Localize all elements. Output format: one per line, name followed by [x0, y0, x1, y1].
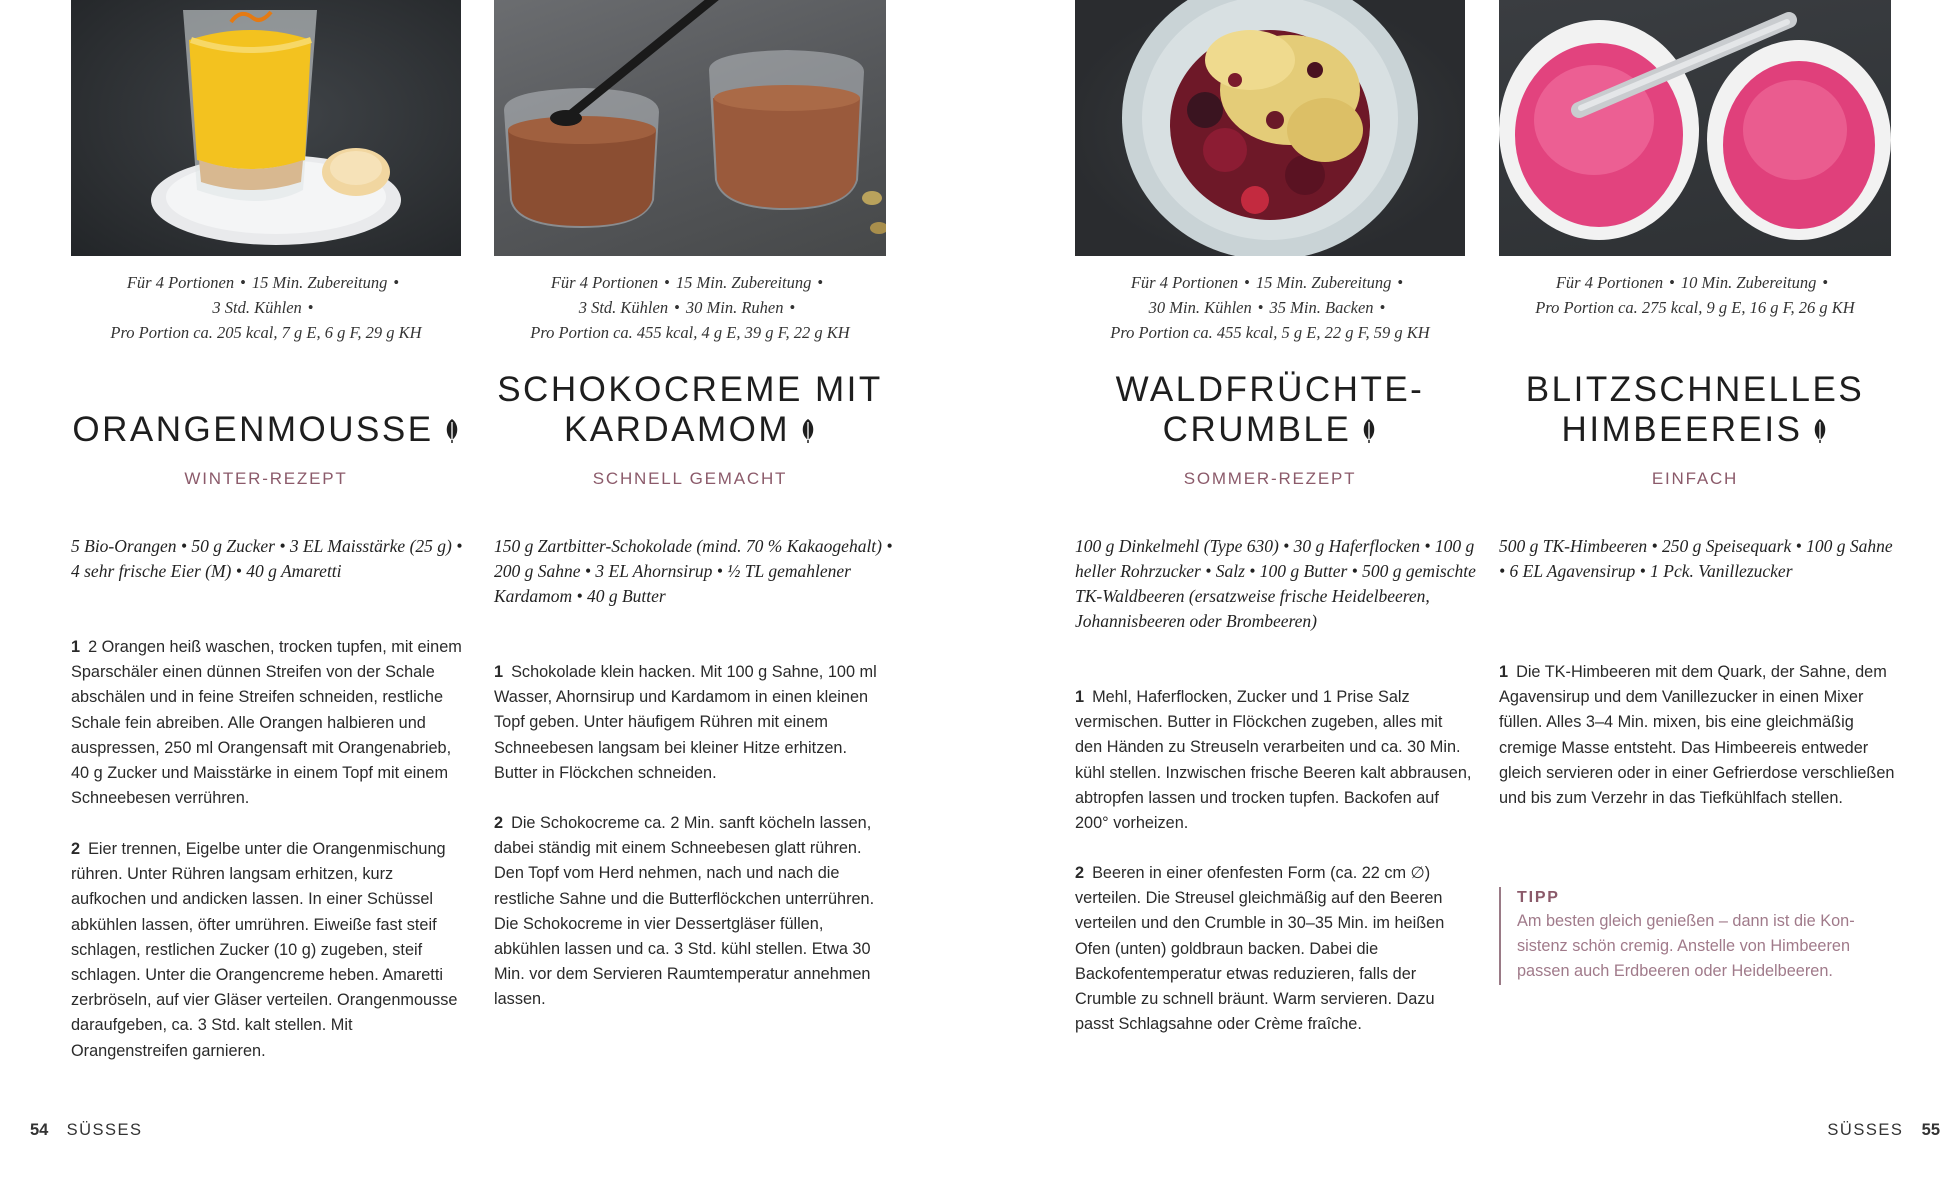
recipe-meta: [1499, 270, 1891, 320]
meta-line: Für 4 Portionen • 15 Min. Zubereitung •: [126, 273, 400, 292]
leaf-icon: [800, 418, 816, 444]
step-1: [1075, 685, 1473, 836]
page-number: 55: [1921, 1121, 1940, 1139]
tip-heading: TIPP: [1517, 889, 1560, 906]
recipe-orangenmousse: [71, 0, 463, 1060]
ingredients: 5 Bio-Orangen • 50 g Zucker • 3 EL Maisstärke (25 g) • 4 sehr frische Eier (M) • 40 g Amaretti: [71, 536, 463, 581]
meta-chill-time: 3 Std. Kühlen: [212, 298, 302, 317]
meta-portions: Für 4 Portionen: [1555, 273, 1664, 292]
step-2: [494, 811, 892, 1013]
recipe-meta: [1075, 270, 1465, 345]
photo-himbeereis: [1499, 0, 1891, 256]
recipe-crumble: [1075, 0, 1476, 1034]
title-line: KARDAMOM: [563, 410, 791, 449]
meta-prep-time: 15 Min. Zubereitung: [675, 273, 812, 292]
ingredients: 150 g Zartbitter-Schokolade (mind. 70 % Kakaogehalt) • 200 g Sahne • 3 EL Ahornsirup • ½ TL gemahlener Kardamom • 40 g Butter: [494, 536, 893, 606]
meta-portions: Für 4 Portionen: [1130, 273, 1239, 292]
step-text: Eier trennen, Eigelbe unter die Orangenmischung rühren. Unter Rühren langsam erhitzen, kurz aufkochen und andicken lassen. In einer Schüssel abkühlen lassen, öfter umrühren. Eiweiße fast steif schlagen, restlichen Zucker (10 g) zugeben, steif schlagen. Unter die Orangencreme heben. Amaretti zerbröseln, auf vier Gläser verteilen. Orangenmousse daraufgeben, ca. 3 Std. kalt stellen. Mit Orangenstreifen garnieren.: [71, 840, 458, 1060]
meta-nutrition: Pro Portion ca. 455 kcal, 4 g E, 39 g F, 22 g KH: [530, 323, 850, 342]
section-name: SÜSSES: [1827, 1121, 1904, 1139]
step-2: [1075, 861, 1473, 1037]
recipe-title: [71, 410, 461, 450]
meta-chill-time: 3 Std. Kühlen: [578, 298, 669, 317]
title-line: SCHOKOCREME MIT: [497, 370, 883, 409]
recipe-meta: [71, 270, 461, 345]
tip-box: [1499, 887, 1891, 985]
step-1: [494, 660, 892, 786]
orangenmousse-image: [71, 0, 461, 256]
step-text: Die TK-Himbeeren mit dem Quark, der Sahne, dem Agavensirup und dem Vanillezucker in einen Mixer füllen. Alles 3–4 Min. mixen, bis eine gleichmäßig cremige Masse entsteht. Das Himbeereis entweder gleich servieren oder in einer Gefrierdose verschließen und bis zum Verzehr in das Tiefkühlfach stellen.: [1499, 663, 1895, 808]
meta-nutrition: Pro Portion ca. 455 kcal, 5 g E, 22 g F, 59 g KH: [1110, 323, 1430, 342]
folio-right: [1827, 1121, 1940, 1140]
ingredients: 100 g Dinkelmehl (Type 630) • 30 g Haferflocken • 100 g heller Rohrzucker • Salz • 100 g Butter • 500 g gemischte TK-Waldbeeren (ersatzweise frische Heidelbeeren, Johannisbeeren oder Brombeeren): [1075, 536, 1476, 631]
recipe-tag: EINFACH: [1651, 469, 1739, 488]
step-text: 2 Orangen heiß waschen, trocken tupfen, mit einem Sparschäler einen dünnen Streifen von der Schale abschälen und in feine Streifen schneiden, restliche Schale fein abreiben. Alle Orangen halbieren und auspressen, 250 ml Orangensaft mit Orangenabrieb, 40 g Zucker und Maisstärke in einem Topf mit einem Schneebesen verrühren.: [71, 638, 462, 808]
meta-bake-time: 35 Min. Backen: [1269, 298, 1374, 317]
recipe-tag: SOMMER-REZEPT: [1183, 469, 1357, 488]
recipe-tag: WINTER-REZEPT: [184, 469, 348, 488]
step-text: Schokolade klein hacken. Mit 100 g Sahne, 100 ml Wasser, Ahornsirup und Kardamom in einen kleinen Topf geben. Unter häufigem Rühren mit einem Schneebesen langsam bei kleiner Hitze erhitzen. Butter in Flöckchen schneiden.: [494, 663, 877, 782]
step-2: [71, 837, 467, 1064]
meta-line: 30 Min. Kühlen • 35 Min. Backen •: [1148, 298, 1386, 317]
title-line: HIMBEEREIS: [1561, 410, 1803, 449]
title-line: ORANGENMOUSSE: [72, 410, 434, 449]
tip-text: Am besten gleich genießen – dann ist die Konsistenz schön cremig. Anstelle von Himbeeren passen auch Erdbeeren oder Heidelbeeren.: [1517, 912, 1855, 981]
page-number: 54: [30, 1121, 49, 1139]
recipe-title: [494, 370, 886, 450]
meta-line: Für 4 Portionen • 15 Min. Zubereitung •: [550, 273, 824, 292]
photo-crumble: [1075, 0, 1465, 256]
himbeereis-image: [1499, 0, 1891, 256]
step-text: Mehl, Haferflocken, Zucker und 1 Prise Salz vermischen. Butter in Flöckchen zugeben, alles mit den Händen zu Streuseln verarbeiten und ca. 30 Min. kühl stellen. Inzwischen frische Beeren kalt abbrausen, abtropfen lassen und trocken tupfen. Backofen auf 200° vorheizen.: [1075, 688, 1472, 833]
leaf-icon: [1812, 418, 1828, 444]
recipe-title: [1075, 370, 1465, 450]
leaf-icon: [444, 418, 460, 444]
meta-portions: Für 4 Portionen: [550, 273, 659, 292]
meta-chill-time: 30 Min. Kühlen: [1148, 298, 1252, 317]
schokocreme-image: [494, 0, 886, 256]
meta-rest-time: 30 Min. Ruhen: [685, 298, 784, 317]
step-1: [1499, 660, 1897, 811]
recipe-title: [1499, 370, 1891, 450]
meta-prep-time: 15 Min. Zubereitung: [1255, 273, 1392, 292]
step-1: [71, 635, 467, 811]
recipe-tag: SCHNELL GEMACHT: [592, 469, 788, 488]
meta-nutrition: Pro Portion ca. 205 kcal, 7 g E, 6 g F, 29 g KH: [110, 323, 422, 342]
meta-prep-time: 10 Min. Zubereitung: [1680, 273, 1817, 292]
step-number: 1: [1075, 688, 1085, 706]
meta-line: 3 Std. Kühlen •: [212, 298, 314, 317]
photo-schokocreme: [494, 0, 886, 256]
meta-portions: Für 4 Portionen: [126, 273, 235, 292]
section-name: SÜSSES: [66, 1121, 143, 1139]
step-number: 1: [494, 663, 504, 681]
step-number: 2: [1075, 864, 1085, 882]
meta-nutrition: Pro Portion ca. 275 kcal, 9 g E, 16 g F, 26 g KH: [1535, 298, 1855, 317]
recipe-schokocreme: [494, 0, 893, 1009]
title-line: WALDFRÜCHTE-: [1115, 370, 1425, 409]
meta-line: Für 4 Portionen • 15 Min. Zubereitung •: [1130, 273, 1404, 292]
title-line: BLITZSCHNELLES: [1525, 370, 1865, 409]
folio-left: [30, 1121, 143, 1140]
step-number: 2: [494, 814, 504, 832]
meta-line: 3 Std. Kühlen • 30 Min. Ruhen •: [578, 298, 796, 317]
photo-orangenmousse: [71, 0, 461, 256]
step-number: 2: [71, 840, 81, 858]
title-line: CRUMBLE: [1162, 410, 1352, 449]
crumble-image: [1075, 0, 1465, 256]
recipe-meta: [494, 270, 886, 345]
meta-prep-time: 15 Min. Zubereitung: [251, 273, 388, 292]
ingredients: 500 g TK-Himbeeren • 250 g Speisequark • 100 g Sahne • 6 EL Agavensirup • 1 Pck. Vanillezucker: [1499, 536, 1893, 581]
step-text: Beeren in einer ofenfesten Form (ca. 22 cm ∅) verteilen. Die Streusel gleichmäßig auf den Beeren verteilen und den Crumble in 30–35 Min. im heißen Ofen (unten) goldbraun backen. Dabei die Backofentemperatur etwas reduzieren, falls der Crumble zu schnell bräunt. Warm servieren. Dazu passt Schlagsahne oder Crème fraîche.: [1075, 864, 1445, 1034]
step-number: 1: [1499, 663, 1509, 681]
meta-line: Für 4 Portionen • 10 Min. Zubereitung •: [1555, 273, 1829, 292]
leaf-icon: [1361, 418, 1377, 444]
recipe-himbeereis: [1499, 0, 1895, 981]
step-number: 1: [71, 638, 81, 656]
step-text: Die Schokocreme ca. 2 Min. sanft köcheln lassen, dabei ständig mit einem Schneebesen glatt rühren. Den Topf vom Herd nehmen, nach und nach die restliche Sahne und die Butterflöckchen unterrühren. Die Schokocreme in vier Dessertgläser füllen, abkühlen lassen und ca. 3 Std. kühl stellen. Etwa 30 Min. vor dem Servieren Raumtemperatur annehmen lassen.: [494, 814, 875, 1009]
